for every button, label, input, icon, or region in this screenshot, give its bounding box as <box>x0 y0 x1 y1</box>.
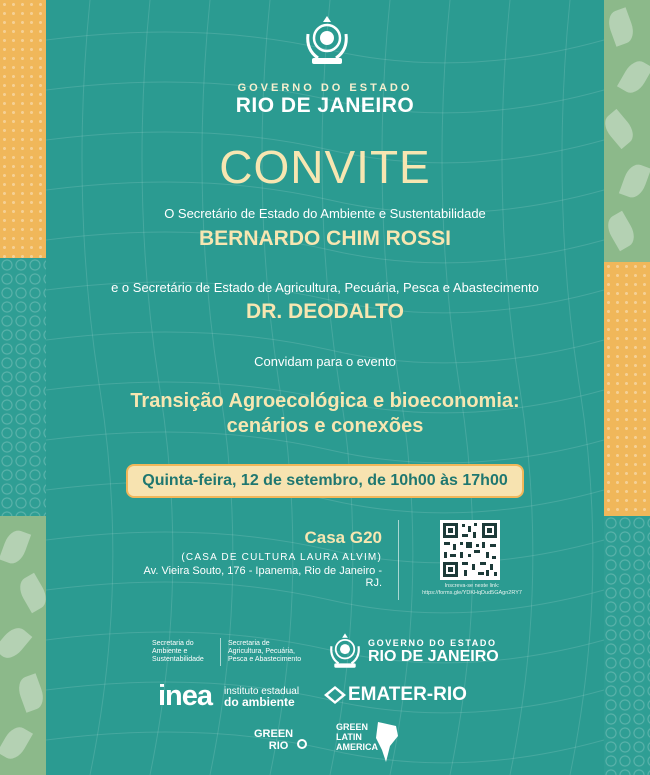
left-pattern-strip-orange <box>0 0 46 258</box>
logo-green-latin-america <box>336 722 378 752</box>
state-name: RIO DE JANEIRO <box>235 94 415 117</box>
left-pattern-strip-leaves <box>0 516 46 775</box>
invitation-content <box>46 0 604 775</box>
state-coat-of-arms-icon <box>304 14 350 70</box>
government-label: GOVERNO DO ESTADO <box>237 82 413 94</box>
gear-icon <box>296 738 308 750</box>
host2-role: e o Secretário de Estado de Agricultura, Pecuária, Pesca e Abastecimento <box>111 280 539 295</box>
page-title: CONVITE <box>219 141 431 193</box>
venue-address: Av. Vieira Souto, 176 - Ipanema, Rio de Janeiro - RJ. <box>143 565 382 589</box>
qr-caption <box>418 583 526 597</box>
logo-secretaria-agricultura: Secretaria de Agricultura, Pecuária, Pesca e Abastecimento <box>228 640 302 663</box>
logo-gov-big: RIO DE JANEIRO <box>368 648 499 665</box>
qr-caption-link[interactable]: https://forms.gle/YDKHqDud5GAgn2RY7 <box>422 590 522 596</box>
partner-logos-row2 <box>158 680 518 712</box>
qr-caption-label: Inscreva-se neste link: <box>444 583 500 589</box>
left-pattern-strip-teal <box>0 258 46 516</box>
logo-governo-rj <box>324 632 504 672</box>
host1-role: O Secretário de Estado do Ambiente e Sustentabilidade <box>164 206 486 221</box>
host2-name: DR. DEODALTO <box>246 300 404 323</box>
venue-divider <box>398 520 399 600</box>
invite-text: Convidam para o evento <box>254 354 396 369</box>
right-pattern-strip-leaves <box>604 0 650 262</box>
logo-secretaria-ambiente: Secretaria do Ambiente e Sustentabilidade <box>152 640 204 663</box>
logo-green-latam-2: LATIN <box>336 732 362 742</box>
emater-logo-icon <box>324 686 346 704</box>
state-coat-of-arms-small-icon <box>328 632 362 672</box>
logo-green-rio-1: GREEN <box>254 728 294 740</box>
logo-inea: inea <box>158 680 213 712</box>
logo-inea-subtitle <box>224 686 299 709</box>
host1-name: BERNARDO CHIM ROSSI <box>198 227 451 250</box>
right-pattern-strip-teal <box>604 516 650 775</box>
venue-block <box>142 528 382 589</box>
partner-logos-row1 <box>152 632 512 672</box>
logo-green-latam-1: GREEN <box>336 722 369 732</box>
event-title-line2: cenários e conexões <box>226 415 424 437</box>
logo-gov-small: GOVERNO DO ESTADO <box>368 638 497 648</box>
event-title-line1: Transição Agroecológica e bioeconomia: <box>130 390 520 412</box>
logo-separator <box>220 638 221 666</box>
venue-name: Casa G20 <box>304 528 382 547</box>
latin-america-map-icon <box>374 720 400 764</box>
logo-green-rio <box>254 728 293 752</box>
partner-logos-row3 <box>246 718 426 768</box>
logo-inea-sub2: do ambiente <box>224 695 295 709</box>
logo-inea-sub1: instituto estadual <box>224 686 300 697</box>
logo-green-latam-3: AMERICA <box>336 742 378 752</box>
venue-subtitle: (CASA DE CULTURA LAURA ALVIM) <box>181 552 382 563</box>
event-date-badge: Quinta-feira, 12 de setembro, de 10h00 às 17h00 <box>126 464 524 498</box>
logo-green-rio-2: RIO <box>268 740 289 752</box>
logo-emater: EMATER-RIO <box>348 684 467 705</box>
right-pattern-strip-orange <box>604 262 650 516</box>
registration-qr-code[interactable] <box>440 520 500 580</box>
